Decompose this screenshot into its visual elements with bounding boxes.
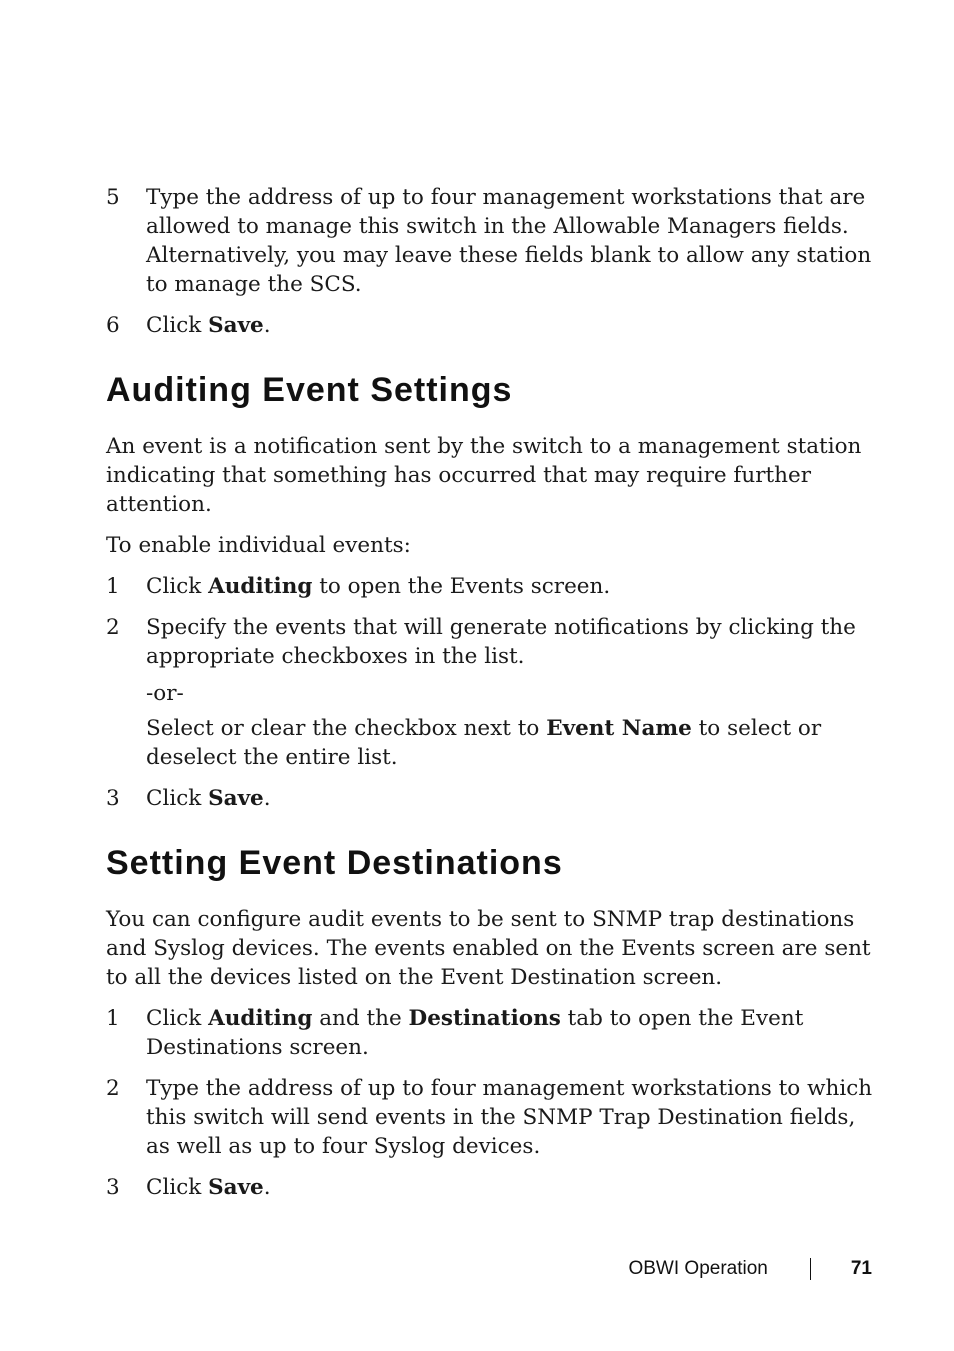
- section1-step-3: [106, 784, 876, 813]
- step-number: 1: [106, 1006, 120, 1031]
- alt-text-end: to select or deselect the entire list.: [146, 716, 822, 770]
- step-text: Click: [146, 786, 209, 811]
- heading-setting-event-destinations: Setting Event Destinations: [106, 844, 563, 882]
- page-number: 71: [850, 1258, 872, 1279]
- step-text: Type the address of up to four management workstations that are allowed to manage this switch in the Allowable Managers fields. Alternatively, you may leave these fields blank to allow any station to manage the SCS.: [146, 185, 872, 297]
- alternative-instruction: [106, 714, 876, 772]
- step-text-mid: and the: [312, 1006, 409, 1031]
- heading-auditing-event-settings: Auditing Event Settings: [106, 371, 513, 409]
- footer-section-title: OBWI Operation: [628, 1258, 768, 1279]
- step-number: 5: [106, 185, 120, 210]
- section2-step-2: [106, 1074, 876, 1161]
- step-text: Specify the events that will generate notifications by clicking the appropriate checkboxes in the list.: [146, 615, 856, 669]
- footer-divider: [810, 1258, 811, 1280]
- step-text: Click: [146, 574, 209, 599]
- section1-lead: To enable individual events:: [106, 533, 411, 558]
- step-text: Click: [146, 1006, 209, 1031]
- section2-step-1: [106, 1004, 876, 1062]
- step-text-end: .: [263, 313, 271, 338]
- save-label: Save: [208, 786, 264, 811]
- step-number: 1: [106, 574, 120, 599]
- step-text: Click: [146, 313, 209, 338]
- destinations-label: Destinations: [408, 1006, 561, 1031]
- step-text: Click: [146, 1175, 209, 1200]
- step-number: 3: [106, 786, 120, 811]
- section2-step-3: [106, 1173, 876, 1202]
- step-number: 2: [106, 1076, 120, 1101]
- auditing-label: Auditing: [208, 574, 313, 599]
- step-number: 6: [106, 313, 120, 338]
- step-6: [106, 311, 876, 340]
- section2-intro: You can configure audit events to be sent to SNMP trap destinations and Syslog devices. The events enabled on the Events screen are sent to all the devices listed on the Event Destination screen.: [106, 907, 871, 990]
- save-label: Save: [208, 1175, 264, 1200]
- section1-intro: An event is a notification sent by the switch to a management station indicating that something has occurred that may require further attention.: [106, 434, 862, 517]
- step-text-end: tab to open the Event Destinations screen.: [146, 1006, 804, 1060]
- section1-step-1: [106, 572, 876, 601]
- auditing-label: Auditing: [208, 1006, 313, 1031]
- save-label: Save: [208, 313, 264, 338]
- page-footer: [628, 1258, 872, 1280]
- or-separator: -or-: [146, 681, 184, 706]
- step-number: 3: [106, 1175, 120, 1200]
- step-text-end: .: [263, 1175, 271, 1200]
- alt-text: Select or clear the checkbox next to: [146, 716, 547, 741]
- step-5: [106, 183, 876, 299]
- step-text: Type the address of up to four management workstations to which this switch will send events in the SNMP Trap Destination fields, as well as up to four Syslog devices.: [146, 1076, 873, 1159]
- section1-step-2: [106, 613, 876, 671]
- event-name-label: Event Name: [546, 716, 692, 741]
- step-number: 2: [106, 615, 120, 640]
- step-text-end: .: [263, 786, 271, 811]
- step-text-end: to open the Events screen.: [312, 574, 611, 599]
- page-content: [106, 183, 876, 1214]
